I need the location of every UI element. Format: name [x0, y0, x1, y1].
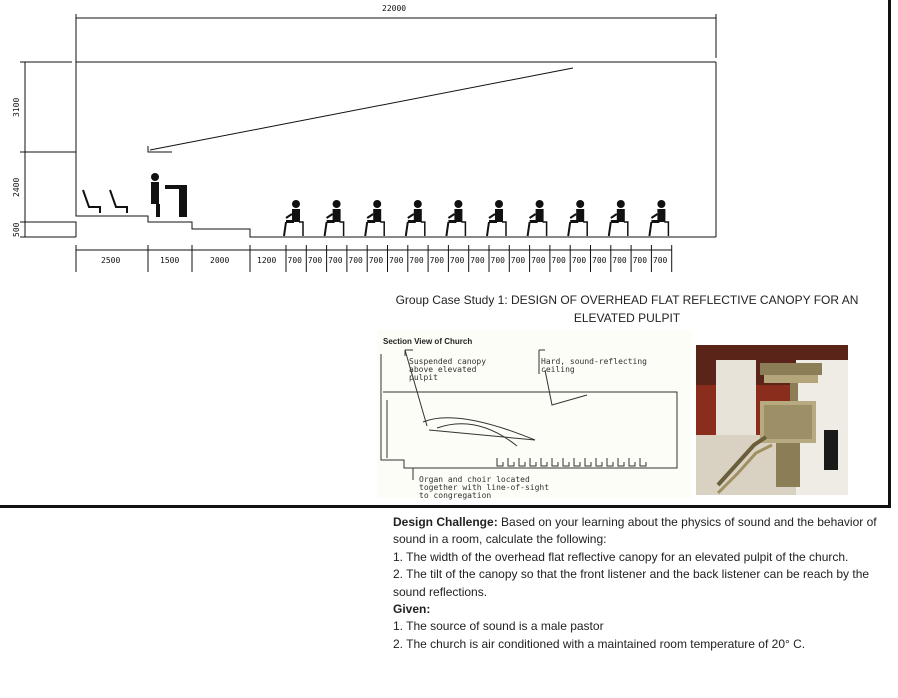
given-heading: Given:: [393, 602, 431, 617]
note-ceiling: Hard, sound-reflecting ceiling: [541, 357, 647, 374]
seat-dim-label: 700: [632, 256, 648, 265]
frame-border-bottom: [0, 505, 891, 508]
dim-2000: 2000: [210, 256, 230, 265]
sketch-seat: [574, 458, 580, 466]
seat-dim-label: 700: [287, 256, 302, 265]
seat-dim-label: 700: [348, 256, 363, 265]
seat-dim-label: 700: [328, 256, 343, 265]
sketch-seat: [585, 458, 591, 466]
seat-dim-label: 700: [531, 256, 546, 265]
seat-dim-label: 700: [652, 256, 668, 265]
sketch-seat: [541, 458, 547, 466]
note-canopy: Suspended canopy above elevated pulpit: [409, 357, 487, 382]
seat-dim-label: 700: [307, 256, 323, 265]
challenge-intro: Based on your learning about the physics of sound and the behavior of sound in a room, calculate the following:: [393, 515, 877, 547]
challenge-item-1: 1. The width of the overhead flat reflective canopy for an elevated pulpit of the church.: [393, 549, 849, 564]
seat-dim-label: 700: [490, 256, 505, 265]
seated-listener-icon: [528, 200, 547, 236]
sketch-seat: [552, 458, 558, 466]
seat-dim-label: 700: [470, 256, 485, 265]
sketch-seat: [519, 458, 525, 466]
sketch-seat: [607, 458, 613, 466]
case-study-title-line2: ELEVATED PULPIT: [573, 311, 681, 325]
dim-height-2400: 2400: [12, 177, 21, 197]
note-organ-choir: Organ and choir located together with line-of-sight to congregation: [419, 475, 550, 500]
seat-dim-label: 700: [510, 256, 526, 265]
sketch-seat: [530, 458, 536, 466]
design-challenge: [393, 514, 883, 653]
seated-listener-icon: [649, 200, 668, 236]
seat-dim-label: 700: [592, 256, 607, 265]
sketch-seat: [563, 458, 569, 466]
seat-dim-label: 700: [551, 256, 566, 265]
sketch-drawing: [377, 330, 692, 498]
dim-2500: 2500: [101, 256, 121, 265]
sketch-seat: [596, 458, 602, 466]
church-section-drawing: [0, 0, 898, 300]
case-study-title-line1: Group Case Study 1: DESIGN OF OVERHEAD FLAT REFLECTIVE CANOPY FOR AN: [395, 293, 859, 307]
seated-listener-icon: [487, 200, 506, 236]
seat-dim-label: 700: [368, 256, 384, 265]
seat-dim-label: 700: [409, 256, 424, 265]
choir-chair-icon: [83, 190, 127, 213]
seated-listener-icon: [365, 200, 384, 236]
given-item-2: 2. The church is air conditioned with a maintained room temperature of 20° C.: [393, 636, 806, 651]
sketch-seat: [618, 458, 624, 466]
given-item-1: 1. The source of sound is a male pastor: [393, 619, 604, 634]
seat-dim-label: 700: [389, 256, 404, 265]
seated-listener-icon: [609, 200, 628, 236]
dim-1200: 1200: [257, 256, 277, 265]
case-study-title: [382, 291, 872, 327]
seat-dim-label: 700: [449, 256, 465, 265]
pulpit-photo: [696, 345, 848, 495]
seated-listener-icon: [568, 200, 587, 236]
sketch-seat: [508, 458, 514, 466]
sketch-title: Section View of Church: [383, 337, 473, 346]
challenge-item-2: 2. The tilt of the canopy so that the front listener and the back listener can be reach by the sound reflections.: [393, 567, 870, 599]
dim-height-500: 500: [12, 222, 21, 237]
seated-listener-icon: [406, 200, 425, 236]
sketch-seat: [640, 458, 646, 466]
seated-listener-icon: [446, 200, 465, 236]
seat-dim-label: 700: [612, 256, 627, 265]
challenge-heading: Design Challenge:: [393, 515, 498, 529]
dim-height-3100: 3100: [12, 97, 21, 117]
pulpit-photo-illustration: [696, 345, 848, 495]
seat-dim-label: 700: [571, 256, 587, 265]
seated-listener-icon: [284, 200, 303, 236]
seated-listener-icon: [325, 200, 344, 236]
sketch-seat: [629, 458, 635, 466]
pastor-at-pulpit-icon: [151, 173, 187, 217]
seat-dim-label: 700: [429, 256, 445, 265]
dim-overall: 22000: [382, 4, 407, 13]
dim-1500: 1500: [160, 256, 180, 265]
section-view-sketch: [377, 330, 692, 498]
sketch-seat: [497, 458, 503, 466]
